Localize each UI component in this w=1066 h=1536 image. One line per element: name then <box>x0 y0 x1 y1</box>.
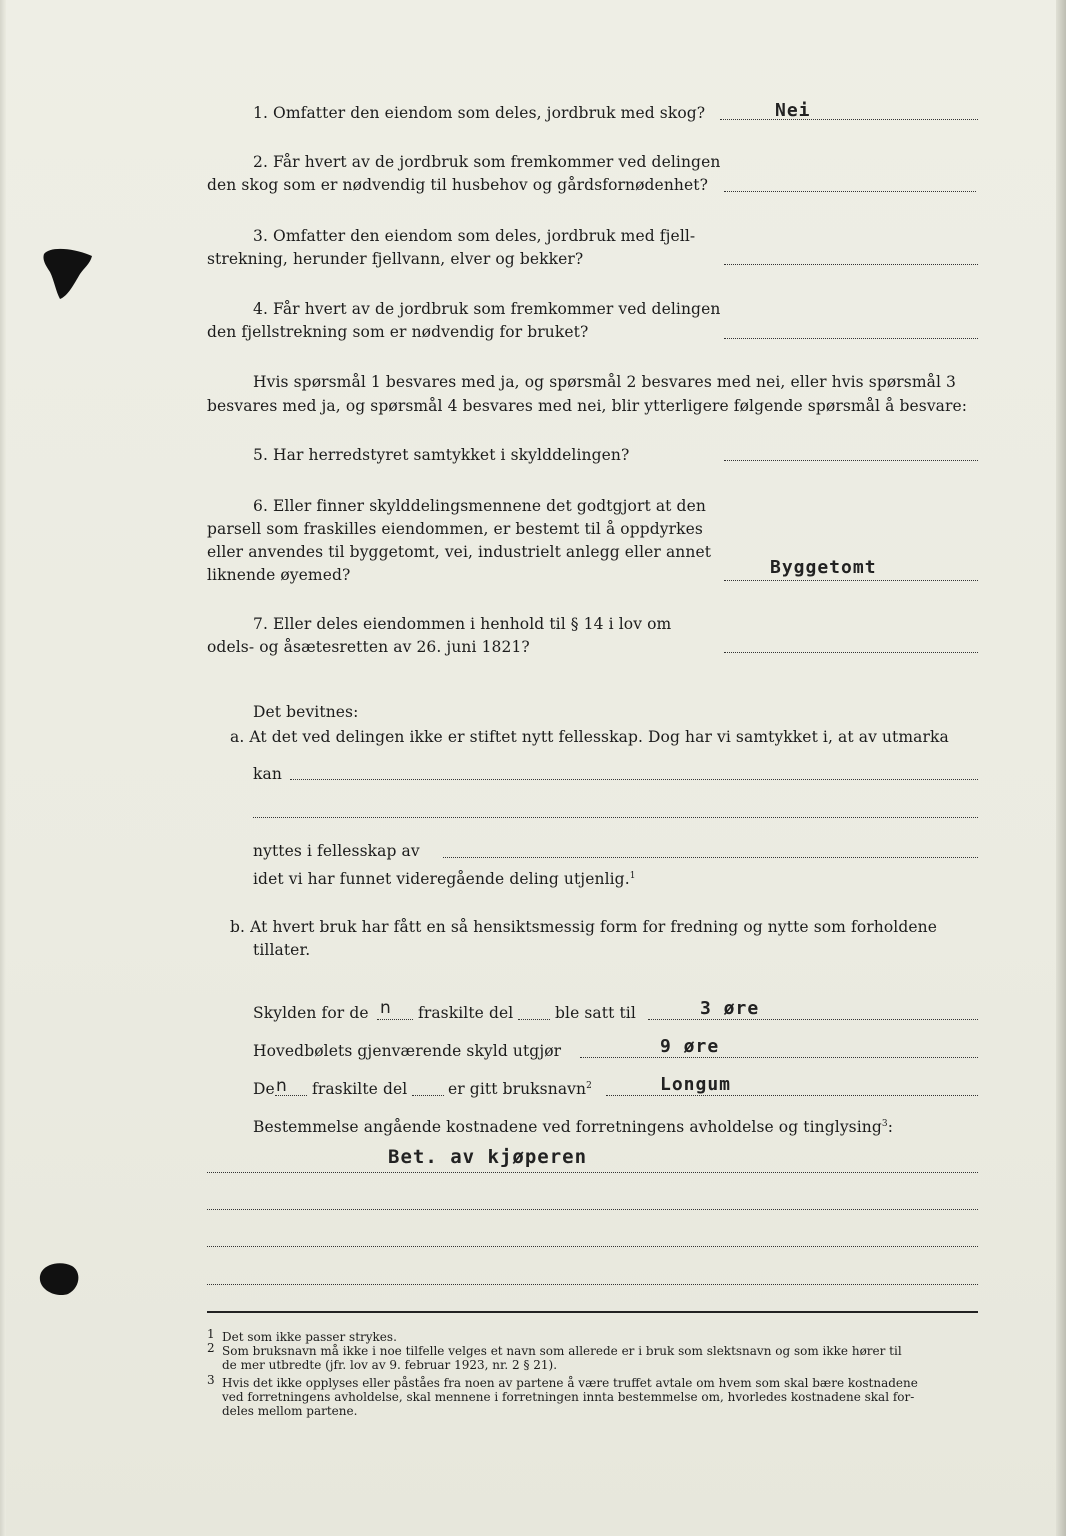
skyld-row-3-n: n <box>276 1076 288 1096</box>
question-5: 5. Har herredstyret samtykket i skylddelingen? <box>253 446 630 464</box>
question-6-line-1: 6. Eller finner skylddelingsmennene det godtgjort at den <box>253 497 706 515</box>
cost-value: Bet. av kjøperen <box>388 1146 588 1168</box>
skyld-row-1-label-c: ble satt til <box>555 1004 636 1022</box>
answer-line-2 <box>724 191 976 192</box>
answer-line-5 <box>724 460 978 461</box>
footnote-ref-3: 3 <box>881 1118 888 1129</box>
attest-a-line-kan <box>290 779 978 780</box>
condition-line-2: besvares med ja, og spørsmål 4 besvares med nei, blir ytterligere følgende spørsmål å besvare: <box>207 397 968 415</box>
page-edge-left <box>0 0 6 1536</box>
skyld-row-1-label-a: Skylden for de <box>253 1004 369 1022</box>
attest-a-kan: kan <box>253 765 282 783</box>
question-3-line-2: strekning, herunder fjellvann, elver og bekker? <box>207 250 584 268</box>
question-1: 1. Omfatter den eiendom som deles, jordbruk med skog? <box>253 104 706 122</box>
question-2-line-1: 2. Får hvert av de jordbruk som fremkommer ved delingen <box>253 153 721 171</box>
skyld-row-1-n: n <box>380 998 392 1018</box>
attest-heading: Det bevitnes: <box>253 703 359 721</box>
skyld-row-3-label-c <box>448 1080 592 1098</box>
question-4-line-2: den fjellstrekning som er nødvendig for bruket? <box>207 323 589 341</box>
question-7-line-1: 7. Eller deles eiendommen i henhold til § 14 i lov om <box>253 615 672 633</box>
answer-6: Byggetomt <box>770 557 877 578</box>
footnote-2-line-2: de mer utbredte (jfr. lov av 9. februar 1923, nr. 2 § 21). <box>222 1358 558 1372</box>
skyld-row-3-value: Longum <box>660 1074 732 1095</box>
skyld-row-3-label-b: fraskilte del <box>312 1080 408 1098</box>
attest-a-line-1: a. At det ved delingen ikke er stiftet nytt fellesskap. Dog har vi samtykket i, at av utmarka <box>230 728 949 746</box>
footnote-2-line-1: Som bruksnavn må ikke i noe tilfelle velges et navn som allerede er i bruk som slektsnavn og som ikke hører til <box>222 1344 902 1358</box>
footnote-1-number: 1 <box>207 1327 215 1341</box>
attest-a-idet <box>253 870 636 888</box>
skyld-row-1-line-del <box>518 1019 550 1020</box>
attest-a-nyttes: nyttes i fellesskap av <box>253 842 420 860</box>
question-3-line-1: 3. Omfatter den eiendom som deles, jordbruk med fjell- <box>253 227 696 245</box>
skyld-row-2-value: 9 øre <box>660 1036 720 1057</box>
skyld-row-3-line-del <box>412 1095 444 1096</box>
question-7-line-2: odels- og åsætesretten av 26. juni 1821? <box>207 638 530 656</box>
answer-line-6 <box>724 580 978 581</box>
question-6-line-4: liknende øyemed? <box>207 566 351 584</box>
cost-line-2 <box>207 1209 978 1210</box>
footnote-rule <box>207 1311 978 1313</box>
skyld-row-1-value: 3 øre <box>700 998 760 1019</box>
question-2-line-2: den skog som er nødvendig til husbehov og gårdsfornødenhet? <box>207 176 709 194</box>
skyld-row-3-label-a: De <box>253 1080 275 1098</box>
footnote-3-line-2: ved forretningens avholdelse, skal mennene i forretningen innta bestemmelse om, hvorledes kostnadene skal for- <box>222 1390 915 1404</box>
question-6-line-2: parsell som fraskilles eiendommen, er bestemt til å oppdyrkes <box>207 520 703 538</box>
skyld-row-1-line-value <box>648 1019 978 1020</box>
punch-hole-icon <box>36 1258 84 1298</box>
cost-line-4 <box>207 1284 978 1285</box>
cost-line-3 <box>207 1246 978 1247</box>
attest-b-line-1: b. At hvert bruk har fått en så hensiktsmessig form for fredning og nytte som forholdene <box>230 918 938 936</box>
footnote-ref-1: 1 <box>629 870 636 881</box>
skyld-row-3-line-value <box>606 1095 978 1096</box>
answer-line-3 <box>724 264 978 265</box>
attest-a-idet-text: idet vi har funnet videregående deling utjenlig. <box>253 870 630 888</box>
cost-line-1 <box>207 1172 978 1173</box>
answer-line-4 <box>724 338 978 339</box>
attest-a-line-nyttes <box>443 857 978 858</box>
answer-line-1 <box>720 119 978 120</box>
skyld-row-1-line-n <box>377 1019 413 1020</box>
cost-label: Bestemmelse angående kostnadene ved forretningens avholdelse og tinglysing$^3$: <box>253 1118 894 1136</box>
footnote-3-line-1: Hvis det ikke opplyses eller påståes fra noen av partene å være truffet avtale om hvem som skal bære kostnadene <box>222 1376 918 1390</box>
footnote-3-line-3: deles mellom partene. <box>222 1404 358 1418</box>
ink-blot-icon <box>40 244 96 302</box>
answer-1: Nei <box>775 100 811 121</box>
cost-label-text: Bestemmelse angående kostnadene ved forretningens avholdelse og tinglysing <box>253 1118 882 1136</box>
footnote-ref-2: 2 <box>586 1080 592 1091</box>
footnote-1: Det som ikke passer strykes. <box>222 1330 397 1344</box>
skyld-row-2-line <box>580 1057 978 1058</box>
skyld-row-3-label-c-text: er gitt bruksnavn <box>448 1080 587 1098</box>
footnote-3-number: 3 <box>207 1373 215 1387</box>
attest-b-line-2: tillater. <box>253 941 311 959</box>
answer-line-7 <box>724 652 978 653</box>
page-edge-right <box>1056 0 1066 1536</box>
question-4-line-1: 4. Får hvert av de jordbruk som fremkommer ved delingen <box>253 300 721 318</box>
skyld-row-2-label: Hovedbølets gjenværende skyld utgjør <box>253 1042 562 1060</box>
question-6-line-3: eller anvendes til byggetomt, vei, industrielt anlegg eller annet <box>207 543 712 561</box>
attest-a-line-blank <box>253 817 978 818</box>
skyld-row-3-line-n <box>275 1095 307 1096</box>
footnote-2-number: 2 <box>207 1341 215 1355</box>
skyld-row-1-label-b: fraskilte del <box>418 1004 514 1022</box>
condition-line-1: Hvis spørsmål 1 besvares med ja, og spørsmål 2 besvares med nei, eller hvis spørsmål 3 <box>253 373 957 391</box>
